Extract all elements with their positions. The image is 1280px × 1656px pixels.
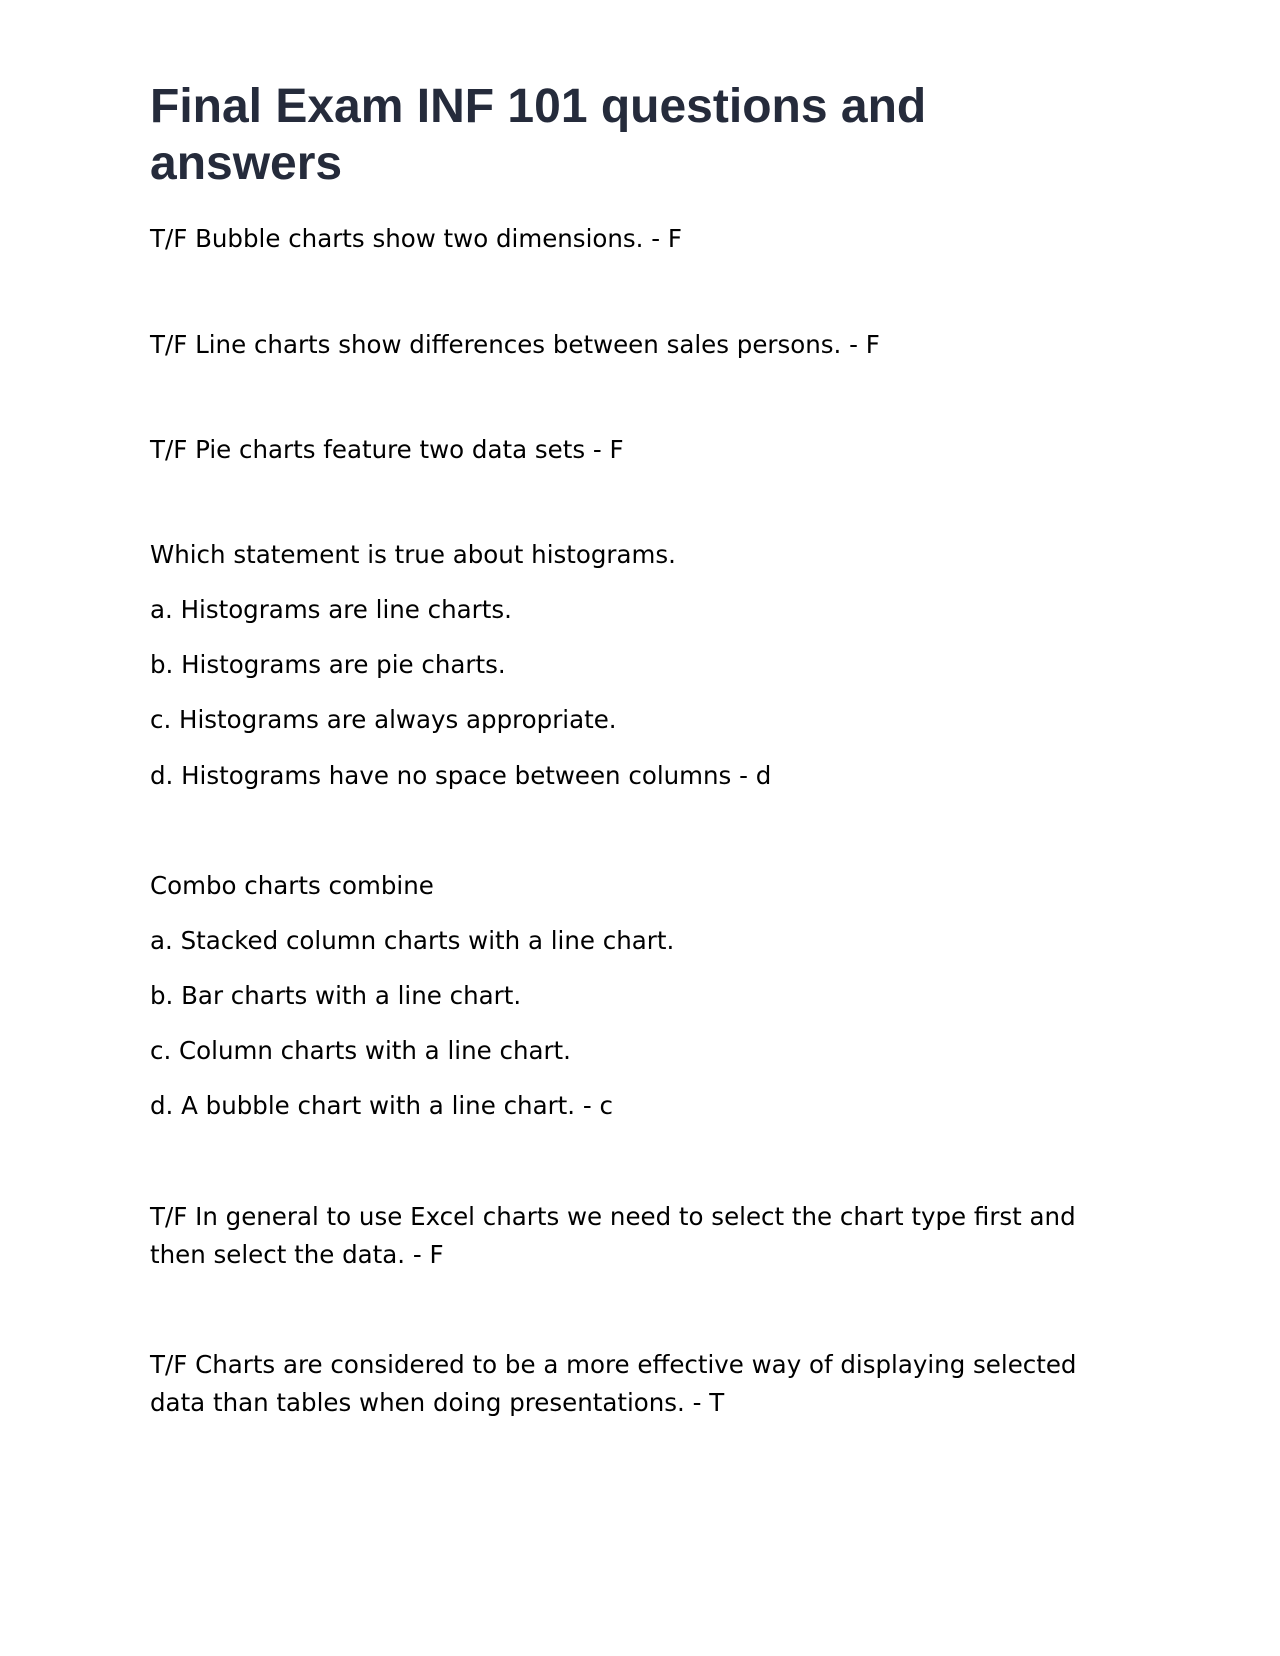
option-b-histograms: b. Histograms are pie charts.	[150, 650, 506, 679]
option-d-combo: d. A bubble chart with a line chart. - c	[150, 1091, 613, 1120]
document-page	[150, 78, 1130, 1417]
option-d-histograms: d. Histograms have no space between columns - d	[150, 761, 772, 790]
option-b-combo: b. Bar charts with a line chart.	[150, 981, 522, 1010]
option-a-combo: a. Stacked column charts with a line chart.	[150, 926, 675, 955]
question-charts-vs-tables: T/F Charts are considered to be a more effective way of displaying selected data than tables when doing presentations. - T	[150, 1350, 1077, 1417]
option-c-combo: c. Column charts with a line chart.	[150, 1036, 571, 1065]
question-line-charts: T/F Line charts show differences between sales persons. - F	[150, 330, 880, 359]
option-c-histograms: c. Histograms are always appropriate.	[150, 705, 617, 734]
document-title: Final Exam INF 101 questions and answers	[150, 80, 927, 190]
question-pie-charts: T/F Pie charts feature two data sets - F	[150, 435, 624, 464]
question-histograms: Which statement is true about histograms.	[150, 540, 676, 569]
question-excel-charts: T/F In general to use Excel charts we need to select the chart type first and then select the data. - F	[150, 1202, 1076, 1269]
question-combo-charts: Combo charts combine	[150, 871, 434, 900]
option-a-histograms: a. Histograms are line charts.	[150, 595, 512, 624]
question-bubble-charts: T/F Bubble charts show two dimensions. - F	[150, 224, 682, 253]
